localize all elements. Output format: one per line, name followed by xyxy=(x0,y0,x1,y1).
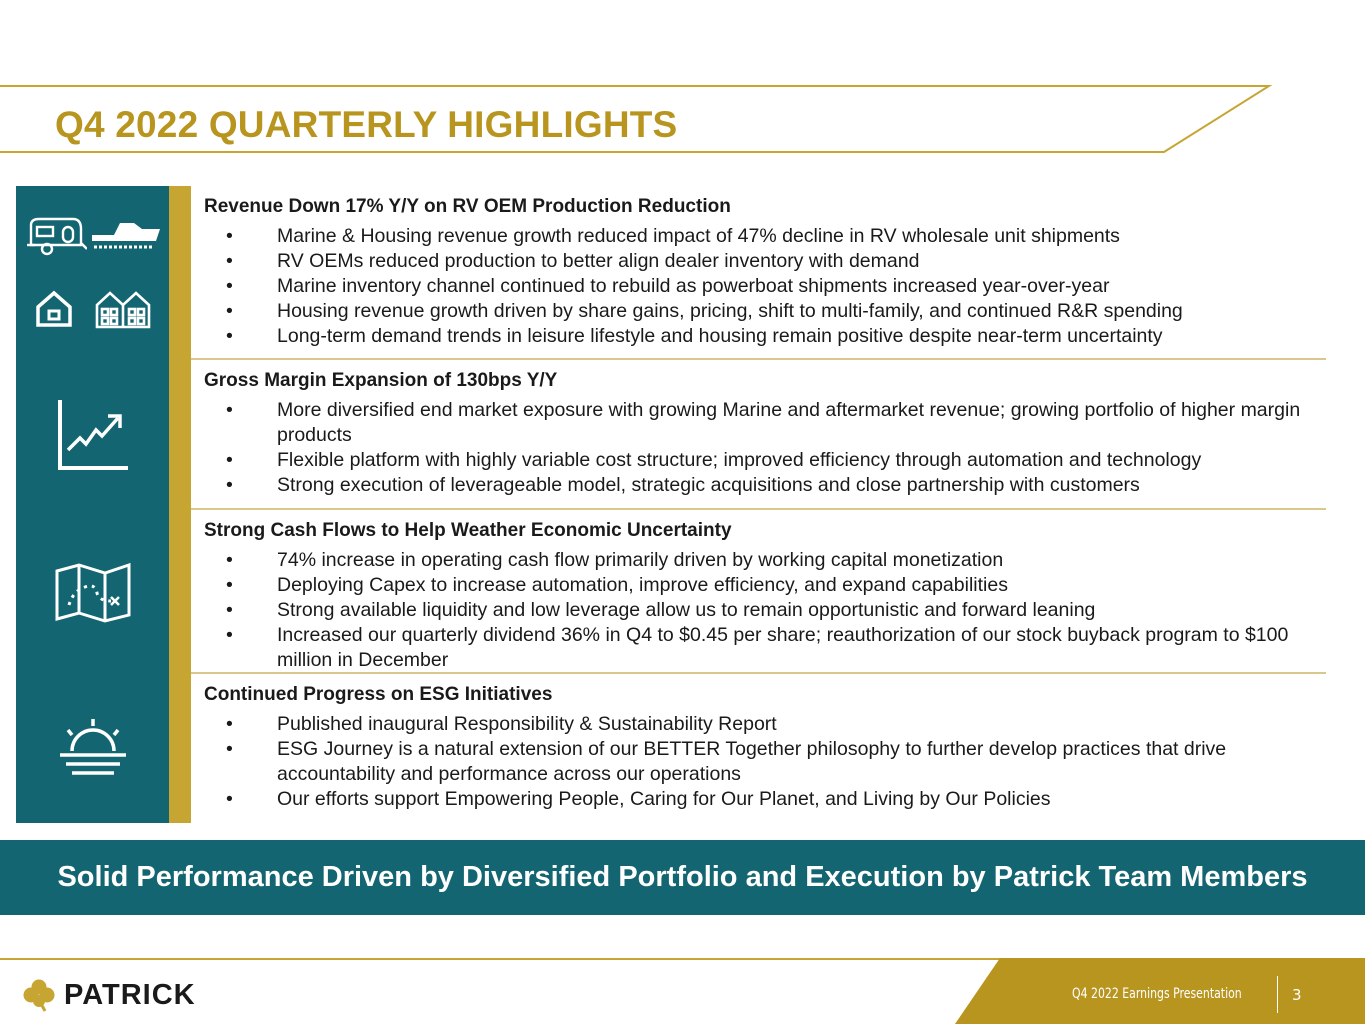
bullet-item: • Long-term demand trends in leisure lifestyle and housing remain positive despite near-term uncertainty xyxy=(204,324,1326,349)
presentation-label: Q4 2022 Earnings Presentation xyxy=(1072,986,1242,1002)
section-accent-bar xyxy=(169,674,191,823)
highlight-section-margin xyxy=(16,360,1326,510)
section-content xyxy=(191,674,1326,823)
section-accent-bar xyxy=(169,510,191,674)
page-title: Q4 2022 QUARTERLY HIGHLIGHTS xyxy=(55,104,678,145)
section-heading: Continued Progress on ESG Initiatives xyxy=(204,684,553,705)
bullet-list xyxy=(204,398,1326,498)
section-content xyxy=(191,186,1326,360)
bullet-item: • Increased our quarterly dividend 36% in Q4 to $0.45 per share; reauthorization of our stock buyback program to $100 million in December xyxy=(204,623,1326,673)
camper-trailer-icon xyxy=(25,215,87,261)
bullet-item: • Flexible platform with highly variable cost structure; improved efficiency through automation and technology xyxy=(204,448,1326,473)
highlights-list xyxy=(16,186,1326,823)
bullet-item: • Published inaugural Responsibility & Sustainability Report xyxy=(204,712,1326,737)
footer-separator xyxy=(1277,976,1278,1013)
house-icon xyxy=(32,287,76,331)
bullet-item: • 74% increase in operating cash flow primarily driven by working capital monetization xyxy=(204,548,1326,573)
bullet-item: • Our efforts support Empowering People, Caring for Our Planet, and Living by Our Policies xyxy=(204,787,1326,812)
bullet-item: • Marine & Housing revenue growth reduced impact of 47% decline in RV wholesale unit shipments xyxy=(204,224,1326,249)
highlight-section-revenue xyxy=(16,186,1326,360)
section-content xyxy=(191,510,1326,674)
bullet-item: • ESG Journey is a natural extension of our BETTER Together philosophy to further develop practices that drive accountability and performance across our operations xyxy=(204,737,1326,787)
treasure-map-icon xyxy=(53,561,133,623)
bullet-item: • Deploying Capex to increase automation, improve efficiency, and expand capabilities xyxy=(204,573,1326,598)
bullet-item: • Strong execution of leverageable model, strategic acquisitions and close partnership with customers xyxy=(204,473,1326,498)
bullet-list xyxy=(204,712,1326,812)
bullet-list xyxy=(204,548,1326,673)
townhouses-icon xyxy=(93,287,153,331)
bullet-item: • Strong available liquidity and low leverage allow us to remain opportunistic and forward leaning xyxy=(204,598,1326,623)
section-icon-panel xyxy=(16,674,169,823)
bullet-list xyxy=(204,224,1326,349)
section-heading: Strong Cash Flows to Help Weather Economic Uncertainty xyxy=(204,520,732,541)
highlight-section-esg xyxy=(16,674,1326,823)
section-accent-bar xyxy=(169,186,191,360)
summary-banner: Solid Performance Driven by Diversified Portfolio and Execution by Patrick Team Members xyxy=(0,840,1365,915)
shamrock-icon xyxy=(22,978,56,1012)
sunrise-icon xyxy=(58,717,128,781)
footer-divider xyxy=(0,958,1000,960)
bullet-item: • Housing revenue growth driven by share gains, pricing, shift to multi-family, and continued R&R spending xyxy=(204,299,1326,324)
bullet-item: • More diversified end market exposure with growing Marine and aftermarket revenue; growing portfolio of higher margin products xyxy=(204,398,1326,448)
page-number: 3 xyxy=(1292,986,1302,1004)
highlight-section-cash-flow xyxy=(16,510,1326,674)
logo-wordmark: PATRICK xyxy=(64,978,196,1011)
section-heading: Revenue Down 17% Y/Y on RV OEM Production Reduction xyxy=(204,196,731,217)
section-icon-panel xyxy=(16,360,169,510)
boat-icon xyxy=(90,215,160,261)
section-content xyxy=(191,360,1326,510)
section-icon-panel xyxy=(16,186,169,360)
patrick-logo xyxy=(22,978,196,1012)
section-heading: Gross Margin Expansion of 130bps Y/Y xyxy=(204,370,558,391)
bullet-item: • RV OEMs reduced production to better align dealer inventory with demand xyxy=(204,249,1326,274)
growth-chart-icon xyxy=(56,398,130,472)
bullet-item: • Marine inventory channel continued to rebuild as powerboat shipments increased year-over-year xyxy=(204,274,1326,299)
section-icon-panel xyxy=(16,510,169,674)
section-accent-bar xyxy=(169,360,191,510)
